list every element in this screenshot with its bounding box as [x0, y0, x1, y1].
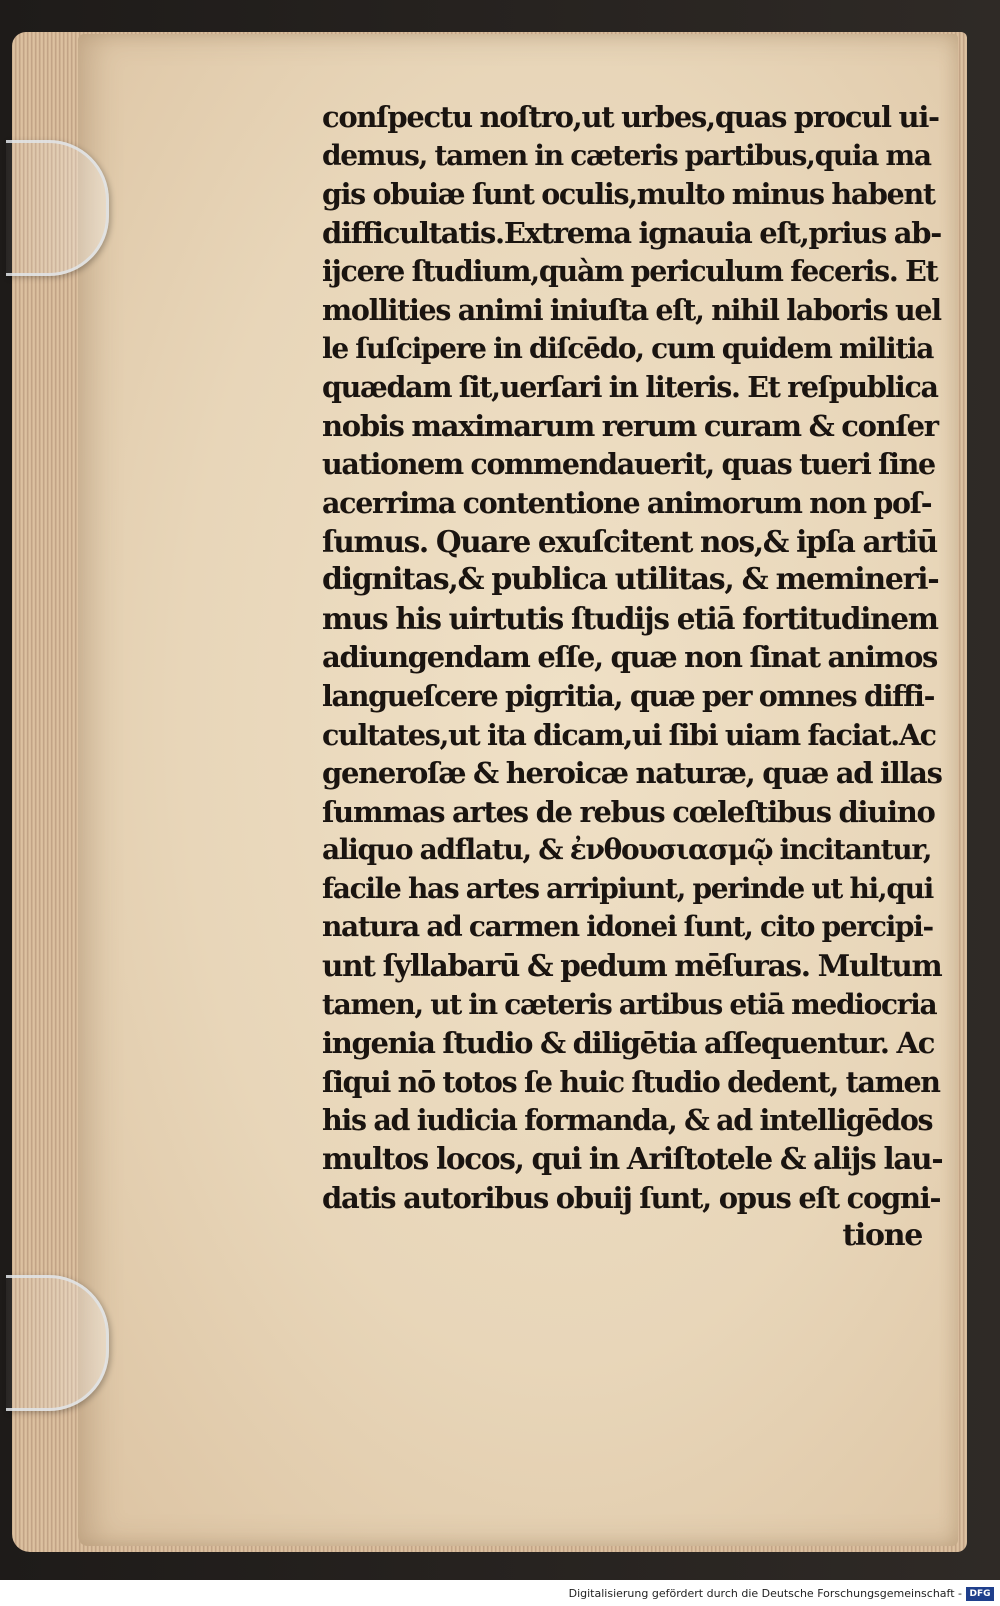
digitization-credit: Digitalisierung gefördert durch die Deutsche Forschungsgemeinschaft - [568, 1587, 962, 1600]
text-line: multos locos, qui in Ariſtotele & alijs lau- [322, 1141, 943, 1177]
text-line: tamen, ut in cæteris artibus etiā mediocria [322, 987, 937, 1021]
text-line: facile has artes arripiunt, perinde ut hi,qui [322, 871, 934, 905]
text-line: cultates,ut ita dicam,ui ſibi uiam faciat.Ac [322, 717, 936, 752]
page-clip-top [6, 140, 109, 276]
text-line: mus his uirtutis ſtudijs etiā fortitudinem [322, 600, 938, 636]
text-line: le ſuſcipere in diſcēdo, cum quidem militia [322, 331, 934, 365]
text-line: ijcere ſtudium,quàm periculum feceris. Et [322, 254, 938, 289]
text-line: difficultatis.Extrema ignauia eſt,prius ab- [322, 215, 941, 250]
text-line: mollities animi iniuſta eſt, nihil laboris uel [322, 292, 941, 327]
page-clip-bottom [6, 1275, 109, 1411]
text-line: aliquo adflatu, & ἐνθουσιασμῷ incitantur, [322, 833, 932, 867]
dfg-logo-icon: DFG [966, 1587, 994, 1601]
text-line: ſumus. Quare exuſcitent nos,& ipſa artiū [322, 523, 937, 559]
text-line: ingenia ſtudio & diligētia aſſequentur. Ac [322, 1026, 935, 1061]
text-line: generoſæ & heroicæ naturæ, quæ ad illas [322, 756, 942, 791]
text-line: datis autoribus obuij ſunt, opus eſt cogni- [322, 1180, 941, 1215]
text-line: demus, tamen in cæteris partibus,quia ma [322, 138, 931, 172]
catchword: tione [842, 1218, 922, 1254]
body-text [322, 98, 942, 1256]
text-line: dignitas,& publica utilitas, & memineri- [322, 562, 939, 598]
text-line: ſummas artes de rebus cœleſtibus diuino [322, 794, 935, 829]
text-line: conſpectu noſtro,ut urbes,quas procul ui- [322, 100, 939, 134]
text-line: his ad iudicia formanda, & ad intelligēdos [322, 1103, 933, 1138]
text-line: unt ſyllabarū & pedum mēſuras. Multum [322, 948, 942, 984]
text-line: natura ad carmen idonei ſunt, cito percipi- [322, 910, 933, 944]
text-line: langueſcere pigritia, quæ per omnes diffi- [322, 678, 935, 713]
text-line: ſiqui nō totos ſe huic ſtudio dedent, tamen [322, 1064, 940, 1099]
text-line: adiungendam eſſe, quæ non ſinat animos [322, 640, 938, 675]
text-line: gis obuiæ ſunt oculis,multo minus habent [322, 177, 935, 212]
footer-bar [0, 1580, 1000, 1606]
text-line: quædam ſit,uerſari in literis. Et reſpublica [322, 370, 938, 405]
text-line: acerrima contentione animorum non poſ- [322, 485, 932, 520]
text-line: nobis maximarum rerum curam & conſer [322, 408, 938, 443]
text-line: uationem commendauerit, quas tueri ſine [322, 447, 935, 482]
